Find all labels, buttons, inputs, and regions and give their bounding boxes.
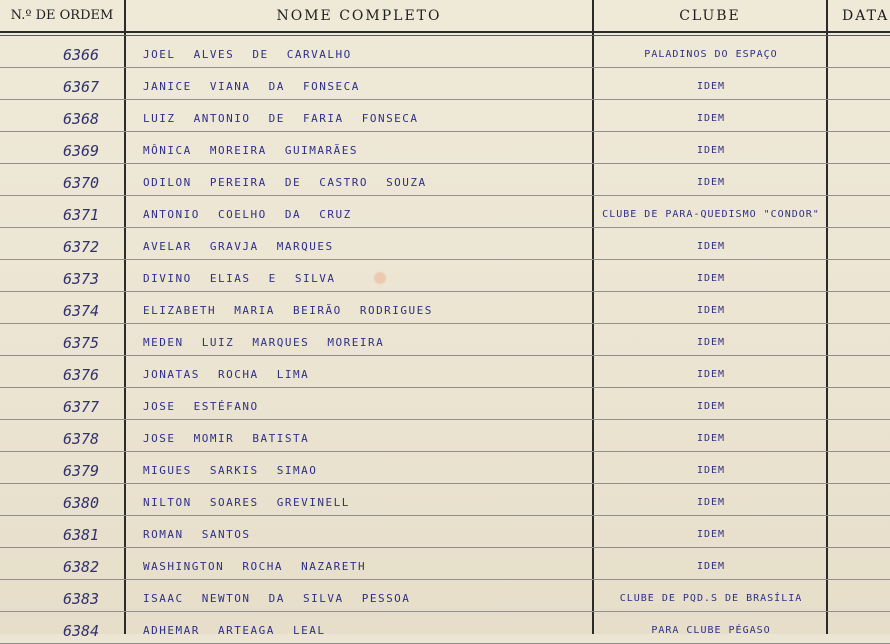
order-number: 6381 xyxy=(62,526,100,544)
club-name: IDEM xyxy=(696,113,726,124)
order-number: 6384 xyxy=(62,622,100,640)
club-name: IDEM xyxy=(696,497,726,508)
order-number: 6373 xyxy=(62,270,100,288)
order-number: 6374 xyxy=(62,302,100,320)
table-row xyxy=(0,324,890,356)
full-name: ANTONIO COELHO DA CRUZ xyxy=(143,208,352,221)
header-clube: CLUBE xyxy=(679,8,741,24)
club-name: IDEM xyxy=(696,465,726,476)
full-name: JOSE ESTÉFANO xyxy=(143,400,259,413)
club-name: IDEM xyxy=(696,401,726,412)
full-name: MIGUES SARKIS SIMAO xyxy=(143,464,318,477)
order-number: 6382 xyxy=(62,558,100,576)
table-row xyxy=(0,164,890,196)
club-name: IDEM xyxy=(696,177,726,188)
header-nome: NOME COMPLETO xyxy=(276,8,442,24)
full-name: JOEL ALVES DE CARVALHO xyxy=(143,48,352,61)
club-name: PALADINOS DO ESPAÇO xyxy=(644,49,778,60)
table-row xyxy=(0,132,890,164)
full-name: LUIZ ANTONIO DE FARIA FONSECA xyxy=(143,112,419,125)
order-number: 6371 xyxy=(62,206,100,224)
order-number: 6379 xyxy=(62,462,100,480)
full-name: JONATAS ROCHA LIMA xyxy=(143,368,310,381)
club-name: IDEM xyxy=(696,145,726,156)
full-name: MEDEN LUIZ MARQUES MOREIRA xyxy=(143,336,385,349)
order-number: 6380 xyxy=(62,494,100,512)
club-name: IDEM xyxy=(696,81,726,92)
order-number: 6367 xyxy=(62,78,100,96)
header-ordem: N.º DE ORDEM xyxy=(10,8,114,23)
club-name: IDEM xyxy=(696,337,726,348)
full-name: JANICE VIANA DA FONSECA xyxy=(143,80,360,93)
table-row xyxy=(0,36,890,68)
table-row xyxy=(0,356,890,388)
table-row xyxy=(0,388,890,420)
table-row xyxy=(0,68,890,100)
table-row xyxy=(0,420,890,452)
club-name: IDEM xyxy=(696,561,726,572)
order-number: 6376 xyxy=(62,366,100,384)
full-name: ELIZABETH MARIA BEIRÃO RODRIGUES xyxy=(143,304,433,317)
order-number: 6366 xyxy=(62,46,100,64)
full-name: AVELAR GRAVJA MARQUES xyxy=(143,240,334,253)
header-rule xyxy=(0,31,890,33)
full-name: ROMAN SANTOS xyxy=(143,528,251,541)
table-row xyxy=(0,516,890,548)
table-row xyxy=(0,292,890,324)
club-name: IDEM xyxy=(696,433,726,444)
club-name: CLUBE DE PARA-QUEDISMO "CONDOR" xyxy=(602,209,820,220)
order-number: 6383 xyxy=(62,590,100,608)
club-name: IDEM xyxy=(696,529,726,540)
full-name: NILTON SOARES GREVINELL xyxy=(143,496,350,509)
full-name: ISAAC NEWTON DA SILVA PESSOA xyxy=(143,592,411,605)
full-name: ODILON PEREIRA DE CASTRO SOUZA xyxy=(143,176,427,189)
club-name: IDEM xyxy=(696,273,726,284)
table-row xyxy=(0,228,890,260)
order-number: 6375 xyxy=(62,334,100,352)
table-row xyxy=(0,100,890,132)
club-name: IDEM xyxy=(696,305,726,316)
header-data: DATA xyxy=(842,8,890,24)
club-name: CLUBE DE PQD.S DE BRASÍLIA xyxy=(619,593,803,604)
order-number: 6372 xyxy=(62,238,100,256)
table-row xyxy=(0,452,890,484)
full-name: MÔNICA MOREIRA GUIMARÃES xyxy=(143,144,358,157)
club-name: IDEM xyxy=(696,369,726,380)
table-row xyxy=(0,612,890,644)
order-number: 6370 xyxy=(62,174,100,192)
club-name: IDEM xyxy=(696,241,726,252)
order-number: 6368 xyxy=(62,110,100,128)
order-number: 6377 xyxy=(62,398,100,416)
table-row xyxy=(0,548,890,580)
full-name: DIVINO ELIAS E SILVA xyxy=(143,272,336,285)
full-name: JOSE MOMIR BATISTA xyxy=(143,432,310,445)
table-row xyxy=(0,260,890,292)
table-row xyxy=(0,484,890,516)
table-row xyxy=(0,196,890,228)
order-number: 6369 xyxy=(62,142,100,160)
full-name: ADHEMAR ARTEAGA LEAL xyxy=(143,624,326,637)
club-name: PARA CLUBE PÉGASO xyxy=(651,625,771,636)
order-number: 6378 xyxy=(62,430,100,448)
table-row xyxy=(0,580,890,612)
full-name: WASHINGTON ROCHA NAZARETH xyxy=(143,560,367,573)
